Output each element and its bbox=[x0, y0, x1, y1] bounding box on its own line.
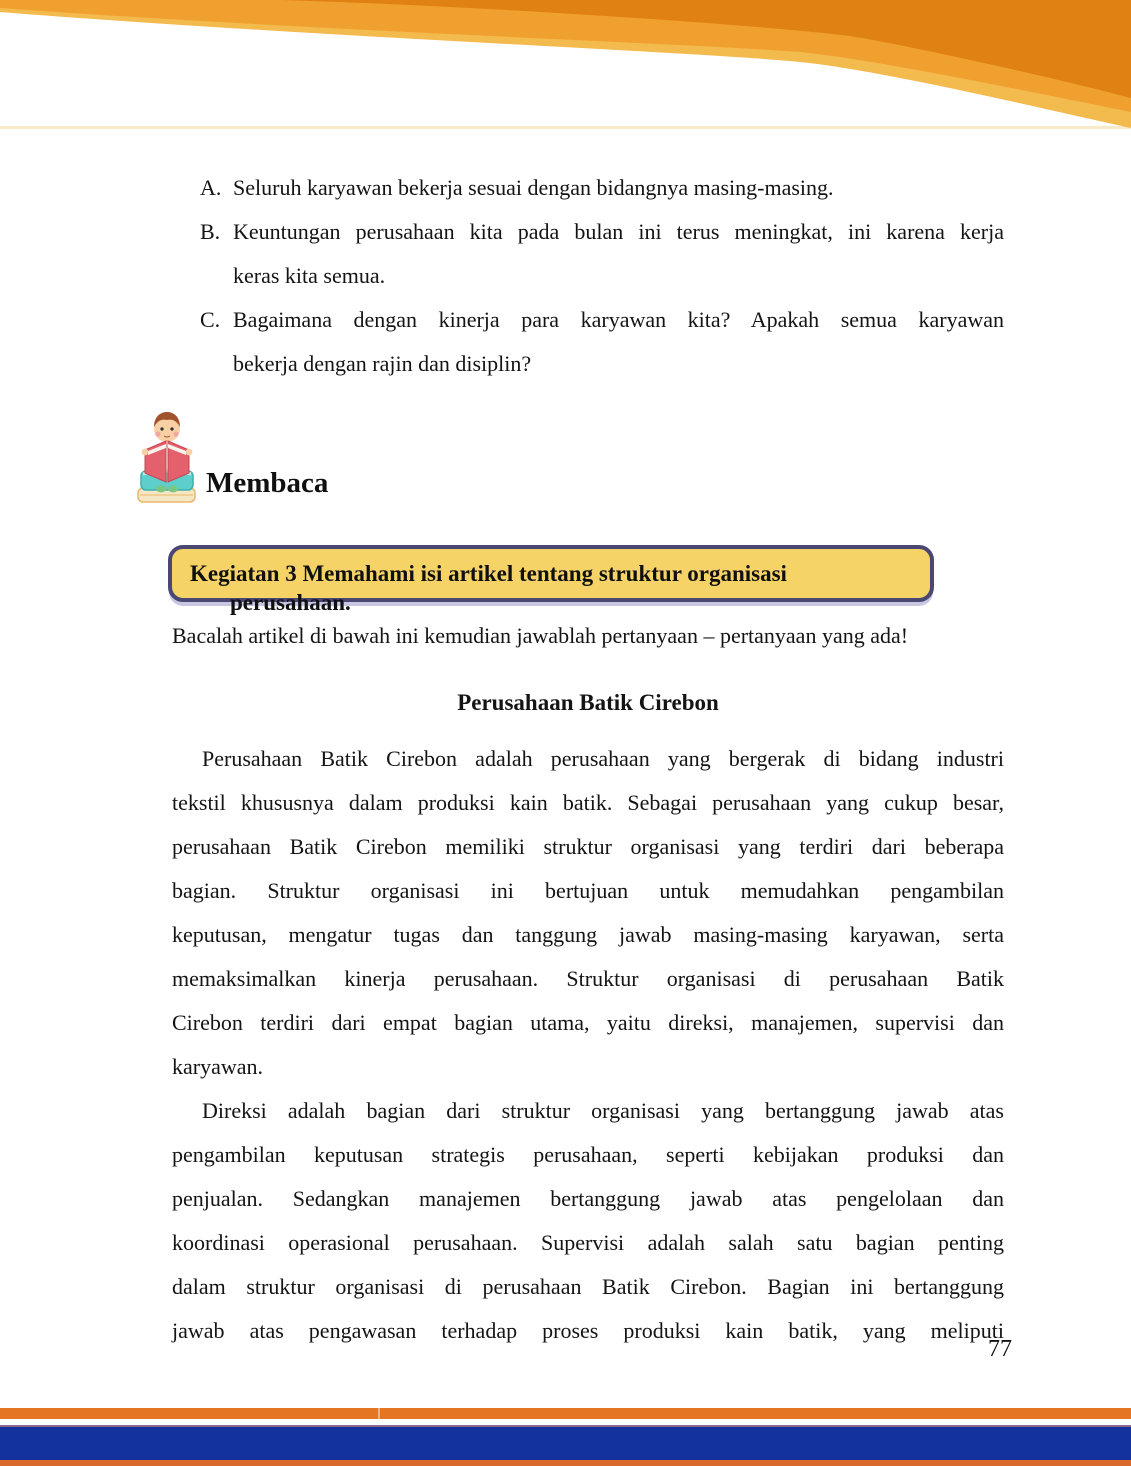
footer-blue-bar bbox=[0, 1427, 1131, 1460]
article-title: Perusahaan Batik Cirebon bbox=[457, 690, 719, 715]
article-paragraph-line: penjualan. Sedangkan manajemen bertanggung jawab atas pengelolaan dan bbox=[172, 1186, 1004, 1211]
activity-box-title: Kegiatan 3 Memahami isi artikel tentang struktur organisasi bbox=[190, 561, 787, 586]
list-item-text: Bagaimana dengan kinerja para karyawan kita? Apakah semua karyawan bbox=[233, 307, 1004, 332]
list-item bbox=[200, 210, 1004, 298]
list-item-label: A. bbox=[200, 175, 222, 200]
list-item-label: C. bbox=[200, 307, 221, 332]
child-reading-book-icon bbox=[136, 408, 198, 506]
list-item bbox=[200, 298, 1004, 386]
article-paragraph-line: karyawan. bbox=[172, 1054, 264, 1079]
footer-orange-bar bbox=[0, 1408, 1131, 1419]
header-orange-swoosh bbox=[0, 0, 1131, 140]
article-paragraph-line: Direksi adalah bagian dari struktur organisasi yang bertanggung jawab atas bbox=[202, 1098, 1004, 1123]
membaca-section-title: Membaca bbox=[206, 467, 329, 499]
list-item bbox=[200, 166, 1004, 210]
article-paragraph-line: memaksimalkan kinerja perusahaan. Struktur organisasi di perusahaan Batik bbox=[172, 966, 1004, 991]
article-paragraph-line: Cirebon terdiri dari empat bagian utama, yaitu direksi, manajemen, supervisi dan bbox=[172, 1010, 1004, 1035]
list-item-text: bekerja dengan rajin dan disiplin? bbox=[233, 351, 532, 376]
footer-bottom-orange-line bbox=[0, 1460, 1131, 1466]
article-paragraph-line: pengambilan keputusan strategis perusahaan, seperti kebijakan produksi dan bbox=[172, 1142, 1004, 1167]
list-item-label: B. bbox=[200, 219, 221, 244]
article-paragraph-line: Perusahaan Batik Cirebon adalah perusahaan yang bergerak di bidang industri bbox=[202, 746, 1004, 771]
article-paragraph-line: keputusan, mengatur tugas dan tanggung jawab masing-masing karyawan, serta bbox=[172, 922, 1004, 947]
article-paragraph-line: dalam struktur organisasi di perusahaan Batik Cirebon. Bagian ini bertanggung bbox=[172, 1274, 1004, 1299]
article-paragraph-line: tekstil khususnya dalam produksi kain batik. Sebagai perusahaan yang cukup besar, bbox=[172, 790, 1004, 815]
list-item-text: Keuntungan perusahaan kita pada bulan ini terus meningkat, ini karena kerja bbox=[233, 219, 1004, 244]
membaca-section-heading bbox=[136, 408, 328, 506]
list-item-text: Seluruh karyawan bekerja sesuai dengan bidangnya masing-masing. bbox=[233, 175, 834, 200]
article-paragraph-line: jawab atas pengawasan terhadap proses produksi kain batik, yang meliputi bbox=[172, 1318, 1004, 1343]
answer-list bbox=[172, 166, 1004, 386]
article-paragraph-line: perusahaan Batik Cirebon memiliki struktur organisasi yang terdiri dari beberapa bbox=[172, 834, 1004, 859]
article bbox=[172, 688, 1004, 1353]
page-number: 77 bbox=[988, 1336, 1012, 1362]
instruction-text: Bacalah artikel di bawah ini kemudian jawablah pertanyaan – pertanyaan yang ada! bbox=[172, 623, 909, 648]
article-paragraph-line: bagian. Struktur organisasi ini bertujuan untuk memudahkan pengambilan bbox=[172, 878, 1004, 903]
activity-box-clipped-text: perusahaan. bbox=[230, 590, 351, 615]
activity-box bbox=[168, 545, 934, 615]
list-item-text: keras kita semua. bbox=[233, 263, 386, 288]
article-paragraph-line: koordinasi operasional perusahaan. Supervisi adalah salah satu bagian penting bbox=[172, 1230, 1004, 1255]
footer-bar-divider bbox=[378, 1408, 380, 1419]
